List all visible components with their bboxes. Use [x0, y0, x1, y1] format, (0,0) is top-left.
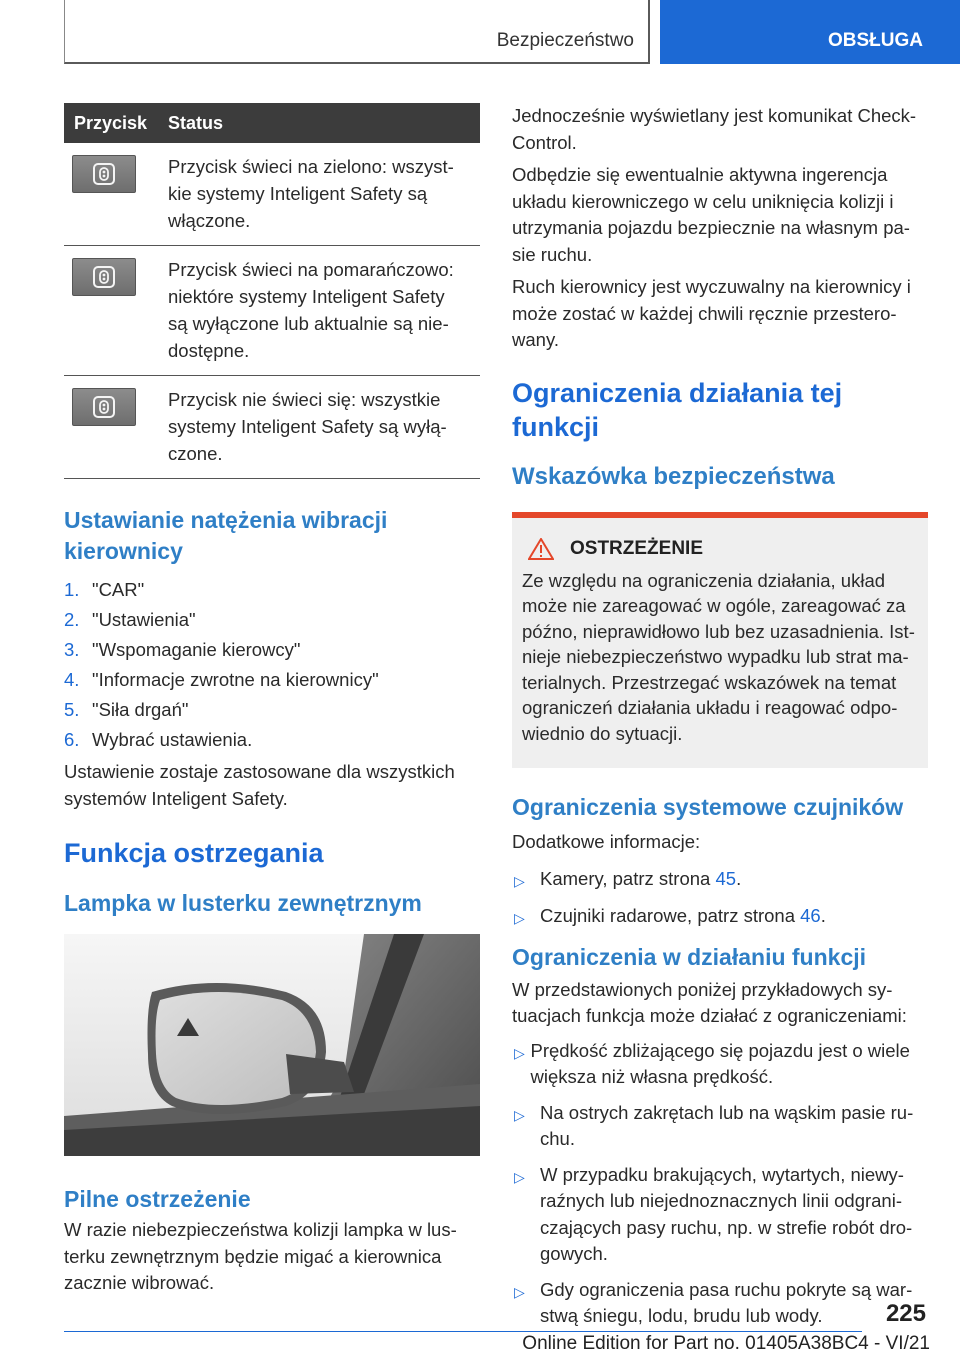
list-item — [64, 725, 480, 755]
table-row — [64, 143, 480, 246]
footer-divider — [64, 1331, 862, 1332]
table-header-status: Status — [168, 112, 224, 133]
warning-function-heading: Funkcja ostrzegania — [64, 838, 324, 868]
step-text: Wybrać ustawienia. — [92, 729, 253, 750]
safety-heading: Wskazówka bezpieczeństwa — [512, 462, 835, 490]
urgent-warning-text: W razie niebezpieczeństwa kolizji lampka w lus- terku zewnętrznym będzie migać a kierownica zacznie wibrować. — [64, 1219, 457, 1293]
step-text: "Ustawienia" — [92, 609, 196, 630]
list-item-text: Gdy ograniczenia pasa ruchu pokryte są war- stwą śniegu, lodu, brudu lub wody. — [540, 1278, 913, 1326]
list-item — [64, 695, 480, 725]
bullet-triangle-icon: ▷ — [514, 872, 525, 889]
page-number: 225 — [885, 1300, 926, 1327]
list-item-text: Na ostrych zakrętach lub na wąskim pasie ru- chu. — [540, 1101, 914, 1149]
list-item — [64, 575, 480, 605]
list-item — [512, 1277, 928, 1330]
sensor-list — [512, 866, 928, 932]
intelligent-safety-button-icon — [72, 258, 136, 296]
bullet-triangle-icon: ▷ — [514, 1106, 525, 1123]
sensor-item-text: Czujniki radarowe, patrz strona — [540, 905, 801, 926]
status-text: Przycisk świeci na pomarańczowo: niektóre systemy Inteligent Safety są wyłączone lub aktualnie są nie- dostępne. — [168, 259, 454, 361]
bullet-triangle-icon: ▷ — [514, 910, 525, 926]
table-row — [64, 246, 480, 376]
step-text: "CAR" — [92, 579, 145, 600]
page-link[interactable]: 45 — [715, 867, 737, 889]
mirror-lamp-heading: Lampka w lusterku zewnętrznym — [64, 890, 422, 916]
section-tab[interactable] — [660, 0, 960, 64]
step-number: 6. — [64, 729, 80, 750]
page-link[interactable]: 46 — [800, 905, 821, 926]
status-text: Przycisk nie świeci się: wszystkie systemy Inteligent Safety są wyłą- czone. — [168, 389, 447, 464]
section-tab-label: OBSŁUGA — [828, 30, 923, 51]
step-text: "Wspomaganie kierowcy" — [92, 639, 301, 660]
vibration-steps — [64, 575, 480, 755]
intro-paragraph-1: Jednocześnie wyświetlany jest komunikat Check-Control. — [512, 105, 917, 153]
table-header — [64, 103, 480, 143]
step-number: 3. — [64, 639, 80, 660]
intro-paragraph-3: Ruch kierownicy jest wyczuwalny na kierownicy i może zostać w każdej chwili ręcznie przestero- wany. — [512, 276, 911, 350]
status-text: Przycisk świeci na zielono: wszyst- kie systemy Inteligent Safety są włączone. — [168, 156, 454, 231]
table-header-button: Przycisk — [74, 112, 148, 133]
list-item — [512, 1162, 928, 1268]
edition-text: Online Edition for Part no. 01405A38BC4 - VI/21 — [522, 1333, 930, 1354]
sensor-limits-heading: Ograniczenia systemowe czujników — [512, 794, 904, 820]
step-number: 2. — [64, 609, 80, 630]
step-text: "Siła drgań" — [92, 699, 189, 720]
vibration-heading: Ustawianie natężenia wibracji kierownicy — [64, 507, 388, 564]
list-item — [512, 1038, 928, 1091]
warning-title-text: OSTRZEŻENIE — [570, 537, 704, 559]
function-limits-list — [512, 1038, 928, 1330]
function-limits-intro: W przedstawionych poniżej przykładowych sy- tuacjach funkcja może działać z ograniczeniami: — [512, 978, 907, 1026]
intro-paragraph-2: Odbędzie się ewentualnie aktywna ingerencja układu kierowniczego w celu uniknięcia kolizji i utrzymania pojazdu bezpiecznie na własnym pa- sie ruchu. — [512, 164, 910, 265]
list-item — [512, 1100, 928, 1153]
bullet-triangle-icon: ▷ — [514, 1044, 525, 1061]
vibration-note: Ustawienie zostaje zastosowane dla wszystkich systemów Inteligent Safety. — [64, 761, 455, 809]
intelligent-safety-button-icon — [72, 388, 136, 426]
list-item — [512, 866, 928, 895]
step-number: 5. — [64, 699, 80, 720]
right-column — [512, 103, 928, 1339]
section-title: Bezpieczeństwo — [496, 30, 634, 51]
warning-triangle-icon — [528, 538, 554, 560]
list-item — [512, 903, 928, 932]
header-box — [64, 0, 650, 64]
step-text: "Informacje zwrotne na kierownicy" — [92, 669, 379, 690]
sensor-item-text: Kamery, patrz strona — [540, 867, 716, 889]
list-item-text: Prędkość zbliżającego się pojazdu jest o wiele większa niż własna prędkość. — [530, 1039, 910, 1087]
sensor-intro: Dodatkowe informacje: — [512, 831, 701, 852]
function-limits-heading: Ograniczenia w działaniu funkcji — [512, 943, 867, 970]
list-item — [64, 605, 480, 635]
step-number: 1. — [64, 579, 80, 600]
sensor-item-suffix: . — [820, 905, 826, 926]
sensor-item-suffix: . — [736, 867, 742, 889]
mirror-image — [64, 934, 480, 1156]
step-number: 4. — [64, 669, 80, 690]
warning-box — [512, 512, 928, 769]
list-item — [64, 635, 480, 665]
table-row — [64, 376, 480, 479]
intelligent-safety-button-icon — [72, 155, 136, 193]
left-column — [64, 103, 480, 1297]
limits-heading: Ograniczenia działania tej funkcji — [512, 377, 843, 442]
warning-text: Ze względu na ograniczenia działania, układ może nie zareagować w ogóle, zareagować za późno, nieprawidłowo lub bez uzasadnienia. Ist- nieje niebezpieczeństwo wypadku lub strat ma- terialnych. Przestrzegać wskazówek na temat ograniczeń działania układu i reagować odpo- wiednio do sytuacji. — [522, 569, 915, 744]
bullet-triangle-icon: ▷ — [514, 1168, 525, 1185]
list-item — [64, 665, 480, 695]
bullet-triangle-icon: ▷ — [514, 1283, 525, 1300]
urgent-warning-heading: Pilne ostrzeżenie — [64, 1186, 251, 1212]
warning-title — [522, 538, 918, 560]
list-item-text: W przypadku brakujących, wytartych, niewy- raźnych lub niejednoznacznych linii odgrani- czających pasy ruchu, np. w strefie robót dro- gowych. — [540, 1163, 913, 1264]
